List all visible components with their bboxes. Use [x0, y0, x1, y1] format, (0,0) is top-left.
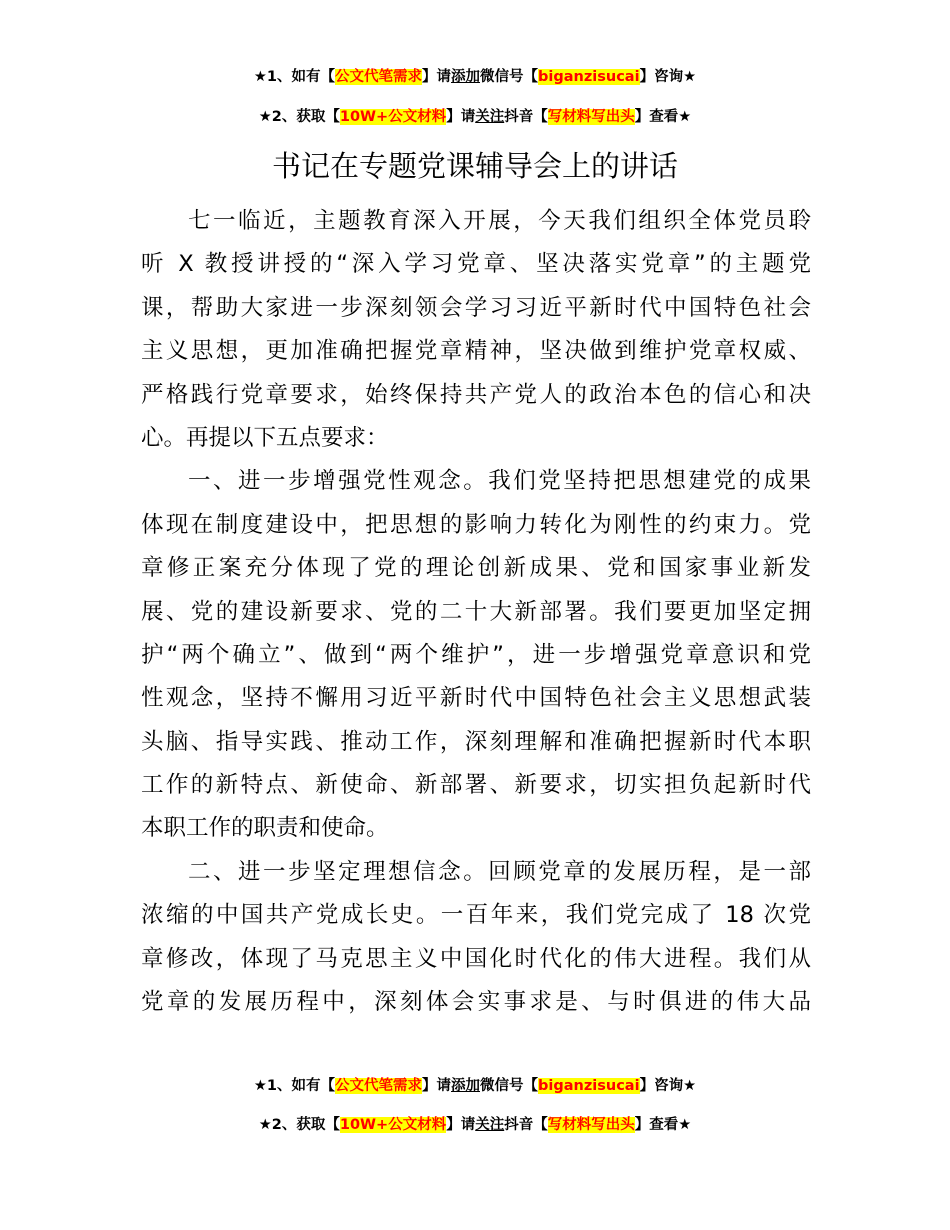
banner-underlined: 关注 — [475, 109, 505, 125]
banner-text: 】请 — [446, 1117, 476, 1133]
banner-text: 抖音【 — [504, 109, 548, 125]
text-line: 一、进一步增强党性观念。我们党坚持把思想建党的成果 — [188, 468, 811, 495]
text-line: 本职工作的职责和使命。 — [141, 815, 389, 842]
footer-banner-line-2 — [0, 1115, 950, 1135]
banner-text: 】请 — [422, 69, 452, 85]
banner-underlined: 添加 — [451, 69, 481, 85]
text-line: 性观念，坚持不懈用习近平新时代中国特色社会主义思想武装 — [141, 685, 811, 712]
banner-highlight: 写材料写出头 — [547, 109, 635, 125]
banner-text: 微信号【 — [480, 1078, 539, 1094]
text-line: 展、党的建设新要求、党的二十大新部署。我们要更加坚定拥 — [141, 598, 811, 625]
paragraph-intro — [141, 200, 811, 460]
text-line: 课，帮助大家进一步深刻领会学习习近平新时代中国特色社会 — [141, 294, 811, 321]
document-body — [141, 200, 811, 1024]
text-line: 二、进一步坚定理想信念。回顾党章的发展历程，是一部 — [188, 858, 811, 885]
footer-banner-line-1 — [0, 1076, 950, 1096]
banner-highlight: 10W+公文材料 — [339, 109, 447, 125]
text-line: 严格践行党章要求，始终保持共产党人的政治本色的信心和决 — [141, 381, 811, 408]
banner-text: 】咨询★ — [639, 1078, 697, 1094]
text-line: 章修正案充分体现了党的理论创新成果、党和国家事业新发 — [141, 555, 811, 582]
banner-text: 】查看★ — [634, 1117, 692, 1133]
text-line: 章修改，体现了马克思主义中国化时代化的伟大进程。我们从 — [141, 945, 811, 972]
banner-underlined: 关注 — [475, 1117, 505, 1133]
banner-text: ★1、如有【 — [253, 1078, 336, 1094]
text-line: 体现在制度建设中，把思想的影响力转化为刚性的约束力。党 — [141, 511, 811, 538]
text-line: 主义思想，更加准确把握党章精神，坚决做到维护党章权威、 — [141, 338, 811, 365]
text-line: 工作的新特点、新使命、新部署、新要求，切实担负起新时代 — [141, 772, 811, 799]
banner-underlined: 添加 — [451, 1078, 481, 1094]
banner-text: 】请 — [446, 109, 476, 125]
text-line: 心。再提以下五点要求： — [141, 424, 389, 451]
text-line: 护“两个确立”、做到“两个维护”，进一步增强党章意识和党 — [141, 641, 811, 668]
text-line: 党章的发展历程中，深刻体会实事求是、与时俱进的伟大品 — [141, 989, 811, 1016]
banner-highlight: 公文代笔需求 — [335, 1078, 423, 1094]
banner-text: 微信号【 — [480, 69, 539, 85]
paragraph-point-one — [141, 460, 811, 851]
banner-highlight: 10W+公文材料 — [339, 1117, 447, 1133]
text-line: 头脑、指导实践、推动工作，深刻理解和准确把握新时代本职 — [141, 728, 811, 755]
banner-text: 】咨询★ — [639, 69, 697, 85]
text-line: 七一临近，主题教育深入开展，今天我们组织全体党员聆 — [188, 208, 811, 234]
header-banner-line-2 — [0, 107, 950, 127]
document-title: 书记在专题党课辅导会上的讲话 — [271, 149, 678, 183]
banner-highlight: 写材料写出头 — [547, 1117, 635, 1133]
banner-text: 】请 — [422, 1078, 452, 1094]
text-line: 浓缩的中国共产党成长史。一百年来，我们党完成了 18 次党 — [141, 902, 811, 929]
banner-highlight: 公文代笔需求 — [335, 69, 423, 85]
banner-highlight: biganzisucai — [538, 69, 640, 85]
banner-text: ★2、获取【 — [258, 109, 340, 125]
banner-text: 抖音【 — [504, 1117, 548, 1133]
banner-text: 】查看★ — [634, 109, 692, 125]
text-line: 听 X 教授讲授的“深入学习党章、坚决落实党章”的主题党 — [141, 251, 811, 278]
banner-highlight: biganzisucai — [538, 1078, 640, 1094]
banner-text: ★2、获取【 — [258, 1117, 340, 1133]
paragraph-point-two — [141, 851, 811, 1025]
header-banner-line-1 — [0, 67, 950, 87]
banner-text: ★1、如有【 — [253, 69, 336, 85]
